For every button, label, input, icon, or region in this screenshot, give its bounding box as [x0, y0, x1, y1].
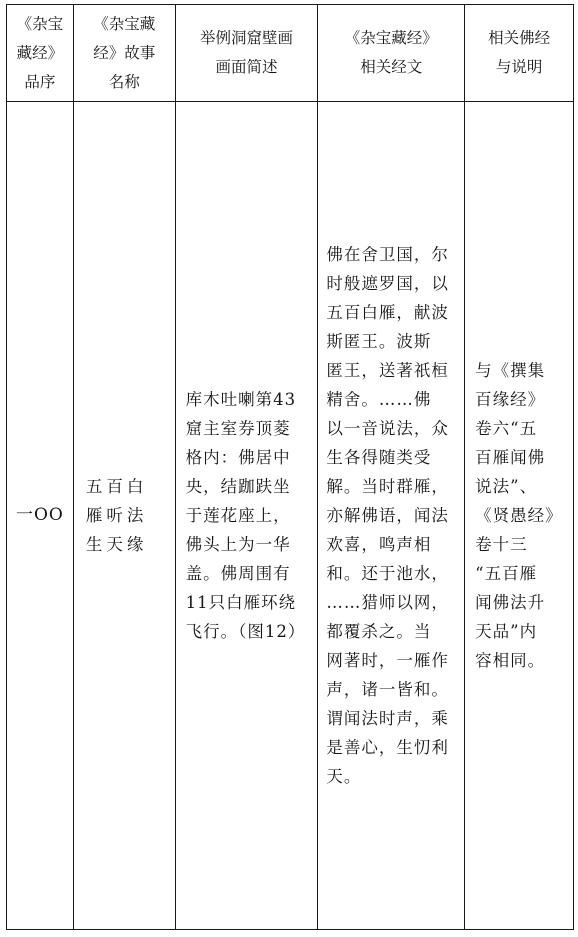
header-line: 《杂宝藏经》: [344, 29, 438, 47]
header-chapter-order: [7, 5, 74, 102]
sutra-text-cell: [318, 102, 465, 930]
header-line: 画面简述: [215, 58, 278, 76]
related-notes: 与《撰集 百缘经》 卷六“五 百雁闻佛 说法”、 《贤愚经》 卷十三 “五百雁 闻佛法升 天品”内 容相同。: [475, 361, 563, 670]
header-line: 相关佛经: [488, 29, 551, 47]
header-story-name: [73, 5, 175, 102]
mural-description: 库木吐喇第43 窟主室券顶菱 格内：佛居中 央，结跏趺坐 于莲花座上， 佛头上为一华 盖。佛周围有 11只白雁环绕 飞行。（图12）: [185, 390, 306, 641]
story-name-cell: [73, 102, 175, 930]
header-line: 品序: [24, 72, 56, 91]
mural-description-cell: [175, 102, 318, 930]
header-related-notes: [465, 5, 574, 102]
header-sutra-text: [318, 5, 465, 102]
header-line: 《杂宝: [16, 14, 64, 33]
header-line: 名称: [108, 72, 140, 91]
header-line: 相关经文: [360, 58, 423, 76]
table-row: [7, 102, 574, 930]
header-line: 举例洞窟壁画: [200, 29, 294, 47]
table-header-row: [7, 5, 574, 102]
related-notes-cell: [465, 102, 574, 930]
sutra-story-table: [6, 4, 574, 930]
header-line: 《杂宝藏: [93, 14, 156, 33]
chapter-order-cell: [7, 102, 74, 930]
chapter-order: 一OO: [16, 505, 64, 525]
header-mural-description: [175, 5, 318, 102]
header-line: 经》故事: [93, 43, 156, 62]
sutra-text: 佛在舍卫国，尔 时般遮罗国，以 五百白雁，献波 斯匿王。波斯 匿王，送著祇桓 精舍。……佛 以一音说法，众 生各得随类受 解。当时群雁， 亦解佛语，闻法 欢喜，鸣声相 和。还于池水， ……猎师以网， 都覆杀之。当 网著时，一雁作 声，诸一皆和。 谓闻法时声，乘 是善心，生忉利 天。: [326, 245, 449, 786]
story-name: 五百白 雁听法 生天缘: [85, 477, 148, 554]
header-line: 藏经》: [16, 43, 64, 62]
header-line: 与说明: [495, 58, 543, 76]
